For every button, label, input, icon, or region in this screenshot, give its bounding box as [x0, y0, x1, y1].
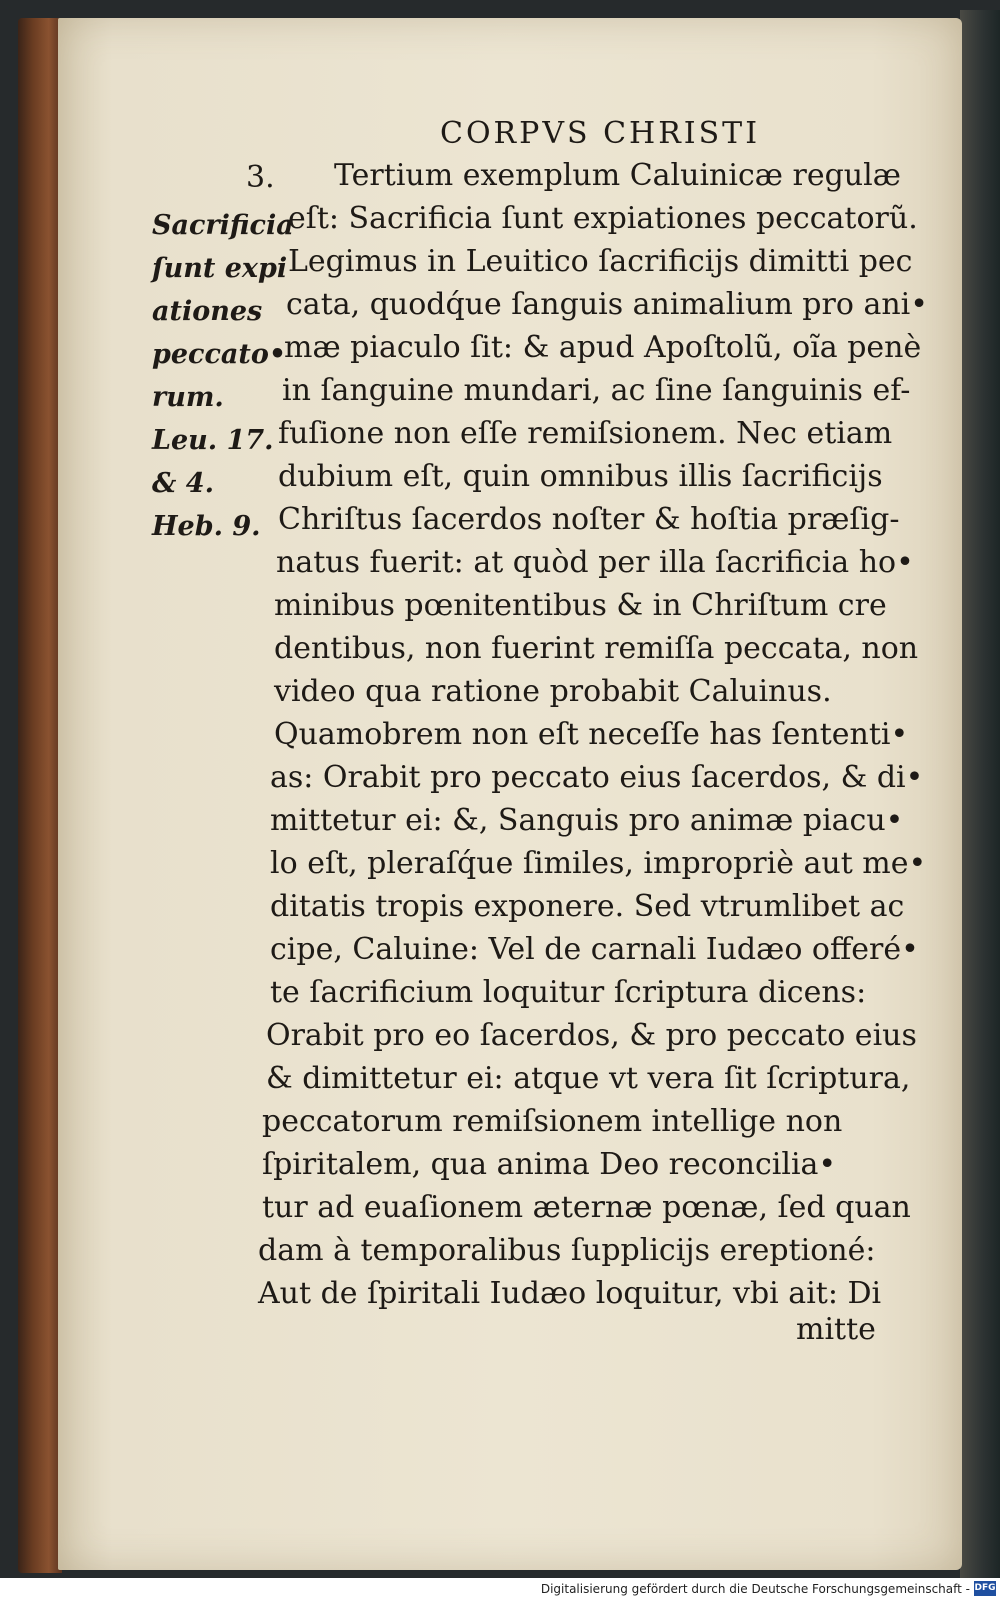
text-line: Legimus in Leuitico ſacrificijs dimitti pec [288, 244, 913, 279]
marginal-note: & 4. [152, 468, 214, 499]
catchword: mitte [796, 1312, 876, 1347]
text-line: cipe, Caluine: Vel de carnali Iudæo offeré• [270, 932, 919, 967]
marginal-note: Sacrificia [152, 210, 294, 241]
text-line: dentibus, non fuerint remiſſa peccata, non [274, 631, 919, 666]
text-line: fuſione non eſſe remiſsionem. Nec etiam [278, 416, 893, 451]
page-edge [960, 10, 1000, 1578]
text-line: eſt: Sacrificia ſunt expiationes peccatorũ. [288, 201, 918, 236]
section-number: 3. [246, 160, 275, 195]
running-head: CORPVS CHRISTI [440, 116, 761, 151]
text-line: minibus pœnitentibus & in Chriſtum cre [274, 588, 887, 623]
text-line: video qua ratione probabit Caluinus. [274, 674, 832, 709]
body-text [258, 154, 938, 1315]
text-line: Quamobrem non eſt neceſſe has ſententi• [274, 717, 909, 752]
text-line: natus fuerit: at quòd per illa ſacrificia ho• [276, 545, 914, 580]
text-line: Orabit pro eo ſacerdos, & pro peccato eius [266, 1018, 917, 1053]
book-binding [18, 18, 62, 1573]
marginal-note: ſunt expi [152, 253, 288, 284]
text-line: mæ piaculo ſit: & apud Apoſtolũ, oĩa penè [284, 330, 922, 365]
text-line: tur ad euaſionem æternæ pœnæ, ſed quan [262, 1190, 911, 1225]
text-line: as: Orabit pro peccato eius ſacerdos, & di• [270, 760, 924, 795]
text-line: ditatis tropis exponere. Sed vtrumlibet ac [270, 889, 905, 924]
text-line: Tertium exemplum Caluinicæ regulæ [334, 158, 901, 193]
text-line: Chriſtus ſacerdos noſter & hoſtia præſig- [278, 502, 900, 537]
text-line: in ſanguine mundari, ac ſine ſanguinis ef- [282, 373, 911, 408]
text-line: & dimittetur ei: atque vt vera ſit ſcriptura, [266, 1061, 911, 1096]
text-line: lo eſt, pleraſq́ue ſimiles, impropriè aut me• [270, 846, 927, 881]
footer-credit: Digitalisierung gefördert durch die Deutsche Forschungsgemeinschaft - [540, 1582, 970, 1596]
marginal-note: ationes [152, 296, 263, 327]
marginal-note: rum. [152, 382, 224, 413]
text-line: peccatorum remiſsionem intellige non [262, 1104, 843, 1139]
dfg-logo-icon: DFG [974, 1581, 996, 1596]
text-line: te ſacrificium loquitur ſcriptura dicens: [270, 975, 867, 1010]
text-line: dam à temporalibus ſupplicijs ereptioné: [258, 1233, 876, 1268]
marginal-note: Heb. 9. [152, 511, 261, 542]
text-line: dubium eſt, quin omnibus illis ſacrificijs [278, 459, 883, 494]
text-line: ſpiritalem, qua anima Deo reconcilia• [262, 1147, 837, 1182]
text-line: mittetur ei: &, Sanguis pro animæ piacu• [270, 803, 904, 838]
text-line: cata, quodq́ue ſanguis animalium pro ani• [286, 287, 928, 322]
text-line: Aut de ſpiritali Iudæo loquitur, vbi ait: Di [258, 1276, 882, 1311]
marginal-note: Leu. 17. [152, 425, 274, 456]
marginal-note: peccato• [152, 339, 287, 370]
